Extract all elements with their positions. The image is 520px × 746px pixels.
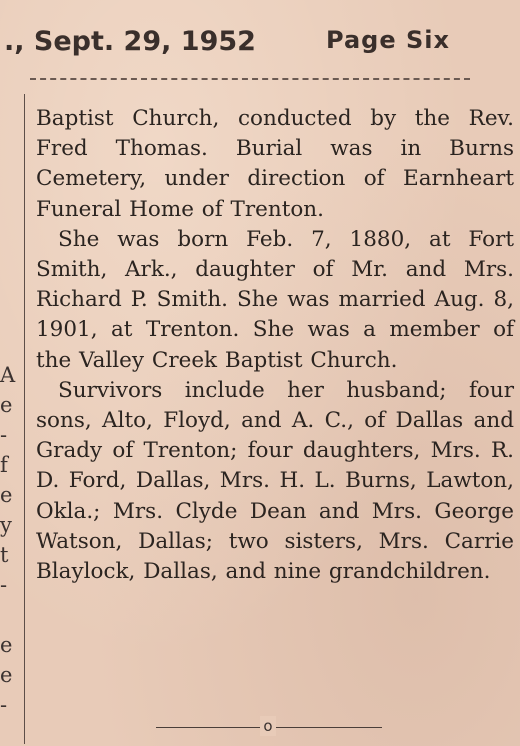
page-number: Page Six (326, 26, 450, 54)
fragment: y (0, 513, 12, 537)
adjacent-column-fragments (0, 360, 14, 720)
obituary-article (36, 104, 514, 587)
fragment: t (0, 543, 9, 567)
fragment (0, 600, 14, 630)
fragment: - (0, 573, 8, 597)
issue-date: ., Sept. 29, 1952 (4, 26, 256, 57)
fragment: - (0, 423, 8, 447)
fragment: e (0, 393, 13, 417)
header-rule (30, 78, 470, 80)
fragment: A (0, 363, 16, 387)
article-paragraph: Survivors include her husband; four sons, Alto, Floyd, and A. C., of Dallas and Grady of Trenton; four daughters, Mrs. R. D. Ford, Dallas, Mrs. H. L. Burns, Lawton, Okla.; Mrs. Clyde Dean and Mrs. George Watson, Dallas; two sisters, Mrs. Carrie Blaylock, Dallas, and nine grandchildren. (36, 377, 514, 585)
fragment: e (0, 663, 13, 687)
fragment: e (0, 633, 13, 657)
end-mark: o (260, 716, 276, 736)
fragment: - (0, 693, 8, 717)
column-rule (24, 94, 25, 744)
fragment: e (0, 483, 13, 507)
fragment: f (0, 453, 8, 477)
article-paragraph: Baptist Church, conducted by the Rev. Fred Thomas. Burial was in Burns Cemetery, under direction of Earnheart Funeral Home of Trenton. (36, 106, 514, 222)
article-paragraph: She was born Feb. 7, 1880, at Fort Smith, Ark., daughter of Mr. and Mrs. Richard P. Smith. She was married Aug. 8, 1901, at Trenton. She was a member of the Valley Creek Baptist Church. (36, 226, 514, 373)
